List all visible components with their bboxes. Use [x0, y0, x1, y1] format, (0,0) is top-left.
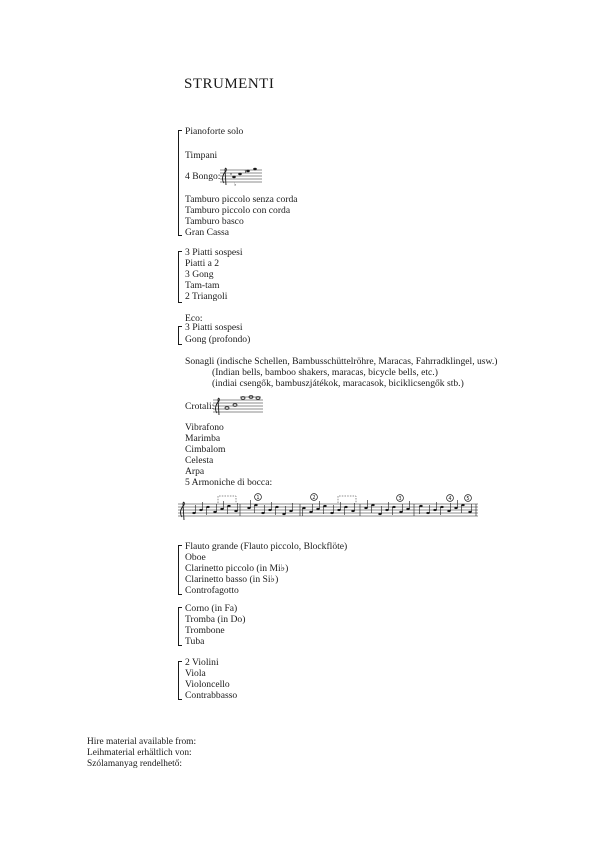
- harmonica-number-5: 5: [466, 495, 470, 502]
- harmonica-number-3: 3: [398, 495, 402, 502]
- bracket-strings: [178, 661, 182, 700]
- eco-gong: Gong (profondo): [185, 334, 251, 345]
- harmonica-note: [461, 504, 464, 506]
- hire-german: Leihmaterial erhältlich von:: [87, 748, 192, 758]
- sonagli-line-2: (Indian bells, bamboo shakers, maracas, bicycle bells, etc.): [212, 367, 438, 378]
- harmonica-note: [268, 509, 271, 511]
- instrument-corno: Corno (in Fa): [185, 603, 238, 614]
- instrument-piatti-a-2: Piatti a 2: [185, 258, 220, 269]
- instrument-marimba: Marimba: [185, 433, 221, 444]
- instrument-violoncello: Violoncello: [185, 679, 230, 690]
- instrument-piatti-sospesi: 3 Piatti sospesi: [185, 247, 243, 258]
- instrument-tam-tam: Tam-tam: [185, 280, 220, 291]
- eco-piatti-sospesi: 3 Piatti sospesi: [185, 322, 243, 333]
- harmonica-note: [323, 505, 326, 507]
- harmonica-note: [316, 508, 319, 510]
- instrument-tromba: Tromba (in Do): [185, 614, 246, 625]
- instrument-armoniche: 5 Armoniche di bocca:: [185, 477, 273, 488]
- harmonica-note: [289, 510, 292, 512]
- harmonica-note: [309, 511, 312, 513]
- hire-hungarian: Szólamanyag rendelhető:: [87, 759, 183, 769]
- svg-text:♭: ♭: [234, 182, 237, 188]
- harmonica-note: [213, 511, 216, 513]
- harmonica-note: [426, 512, 429, 514]
- harmonica-note: [275, 506, 278, 508]
- harmonica-note: [199, 509, 202, 511]
- instrument-clarinetto-basso: Clarinetto basso (in Si♭): [185, 574, 279, 585]
- eco-label: Eco:: [185, 313, 203, 324]
- harmonica-note: [282, 513, 285, 515]
- harmonica-note: [385, 509, 388, 511]
- instrument-tuba: Tuba: [185, 636, 205, 647]
- instrument-violini: 2 Violini: [185, 657, 219, 668]
- harmonica-note: [254, 504, 257, 506]
- instrument-celesta: Celesta: [185, 455, 214, 466]
- harmonica-number-4: 4: [448, 495, 452, 502]
- harmonica-note: [192, 512, 195, 514]
- instrument-gong: 3 Gong: [185, 269, 214, 280]
- instrument-cimbalom: Cimbalom: [185, 444, 226, 455]
- harmonica-note: [454, 507, 457, 509]
- instrument-triangoli: 2 Triangoli: [185, 291, 228, 302]
- harmonica-note: [419, 505, 422, 507]
- sonagli-line-3: (indiai csengők, bambuszjátékok, maracasok, biciklicsengők stb.): [212, 378, 464, 389]
- harmonica-staff: [178, 492, 478, 526]
- instrument-tamburo-senza: Tamburo piccolo senza corda: [185, 194, 298, 205]
- hire-english: Hire material available from:: [87, 737, 197, 747]
- harmonica-note: [337, 509, 340, 511]
- instrument-arpa: Arpa: [185, 466, 205, 477]
- instrument-tamburo-con: Tamburo piccolo con corda: [185, 205, 291, 216]
- bongo-label: 4 Bongo:: [185, 171, 221, 182]
- instrument-trombone: Trombone: [185, 625, 225, 636]
- harmonica-number-2: 2: [312, 494, 316, 501]
- instrument-viola: Viola: [185, 668, 206, 679]
- harmonica-note: [247, 507, 250, 509]
- instrument-clarinetto-piccolo: Clarinetto piccolo (in Mi♭): [185, 563, 289, 574]
- harmonica-note: [344, 506, 347, 508]
- bongo-staff: [220, 166, 262, 186]
- harmonica-note: [406, 508, 409, 510]
- instrument-controfagotto: Controfagotto: [185, 585, 239, 596]
- bracket-group-2: [178, 251, 182, 303]
- page-title: STRUMENTI: [184, 76, 275, 92]
- bracket-brass: [178, 607, 182, 646]
- instrument-gran-cassa: Gran Cassa: [185, 227, 229, 238]
- instrument-timpani: Timpani: [185, 150, 218, 161]
- instrument-contrabbasso: Contrabbasso: [185, 690, 238, 701]
- crotali-label: Crotali:: [185, 401, 215, 412]
- harmonica-note: [468, 511, 471, 513]
- instrument-piano: Pianoforte solo: [185, 126, 244, 137]
- harmonica-note: [364, 507, 367, 509]
- harmonica-note: [227, 505, 230, 507]
- harmonica-note: [261, 512, 264, 514]
- bracket-eco: [178, 326, 182, 345]
- harmonica-note: [399, 511, 402, 513]
- instrument-tamburo-basco: Tamburo basco: [185, 216, 244, 227]
- harmonica-note: [351, 510, 354, 512]
- harmonica-note: [220, 508, 223, 510]
- sonagli-line-1: Sonagli (indische Schellen, Bambusschüttelröhre, Maracas, Fahrradklingel, usw.): [185, 356, 498, 367]
- harmonica-note: [440, 506, 443, 508]
- harmonica-note: [433, 509, 436, 511]
- instrument-vibrafono: Vibrafono: [185, 422, 224, 433]
- harmonica-note: [206, 506, 209, 508]
- harmonica-note: [330, 512, 333, 514]
- bracket-group-1: [178, 130, 182, 236]
- crotali-staff: [213, 394, 263, 416]
- harmonica-note: [234, 510, 237, 512]
- harmonica-note: [302, 507, 305, 509]
- harmonica-note: [371, 504, 374, 506]
- harmonica-note: [378, 513, 381, 515]
- harmonica-note: [392, 506, 395, 508]
- instrument-oboe: Oboe: [185, 552, 206, 563]
- bracket-woodwinds: [178, 545, 182, 595]
- harmonica-number-1: 1: [256, 494, 260, 501]
- harmonica-note: [447, 510, 450, 512]
- instrument-flauto: Flauto grande (Flauto piccolo, Blockflöte): [185, 541, 348, 552]
